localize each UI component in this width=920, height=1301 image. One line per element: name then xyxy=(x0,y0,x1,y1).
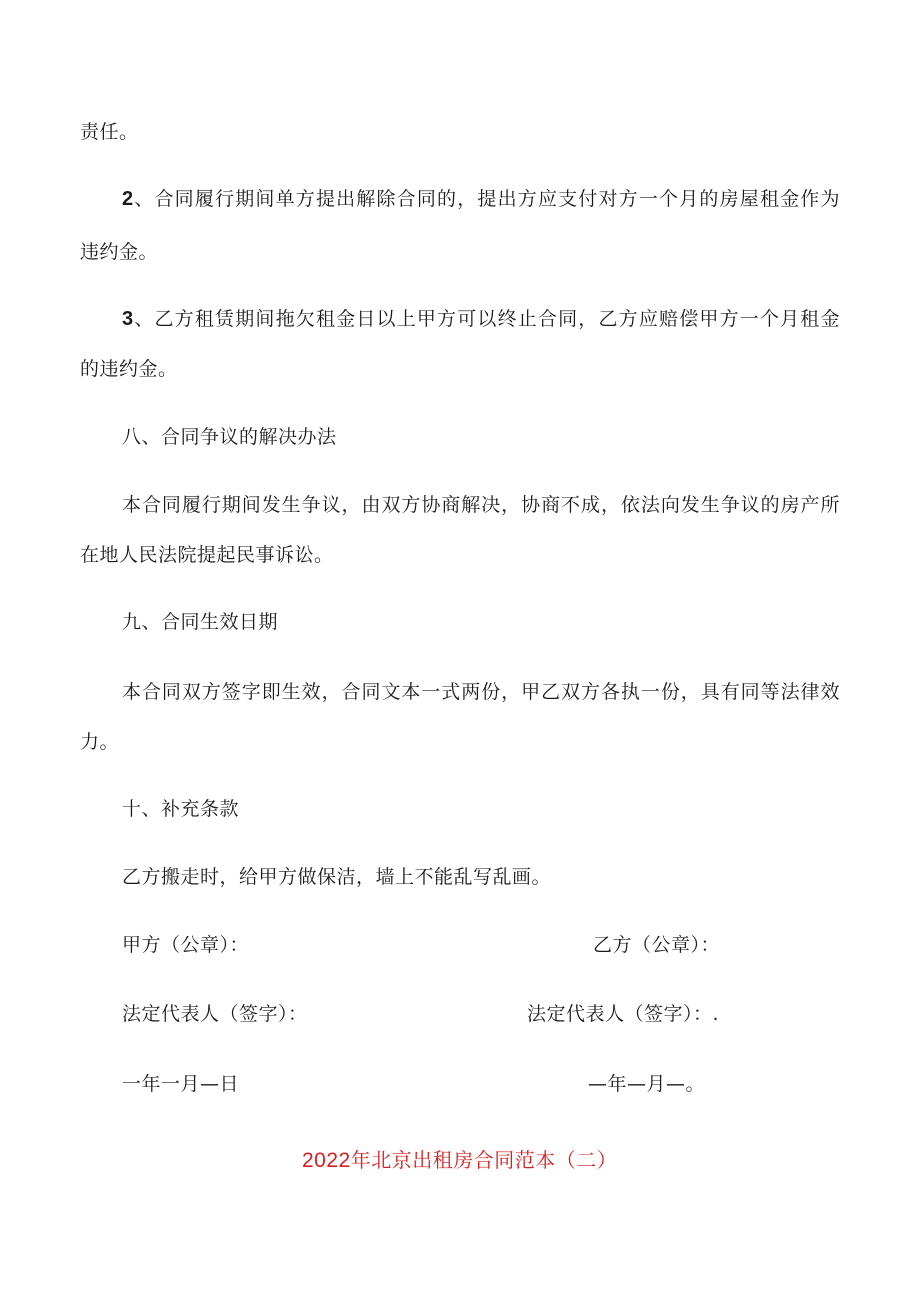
text-line: 的违约金。 xyxy=(80,358,178,380)
clause-2 xyxy=(122,187,840,211)
title-text: 年北京出租房合同范本（二） xyxy=(350,1148,618,1172)
party-a-rep-label: 法定代表人（签字）： xyxy=(122,1003,308,1025)
party-a-date: 一年一月—日 xyxy=(122,1073,240,1095)
section-heading: 十、补充条款 xyxy=(122,798,240,820)
next-section-title xyxy=(302,1148,617,1173)
paragraph-line: 本合同履行期间发生争议，由双方协商解决，协商不成，依法向发生争议的房产所 xyxy=(122,494,840,516)
section-heading: 九、合同生效日期 xyxy=(122,611,279,633)
clause-number: 3 xyxy=(122,308,134,330)
text-line: 责任。 xyxy=(80,121,139,143)
party-b-seal-label: 乙方（公章）： xyxy=(593,934,721,956)
section-heading: 八、合同争议的解决办法 xyxy=(122,426,337,448)
text-line: 违约金。 xyxy=(80,241,159,263)
paragraph-line: 力。 xyxy=(80,731,120,753)
title-year: 2022 xyxy=(302,1149,351,1172)
clause-number: 2 xyxy=(122,188,134,210)
clause-text: 、乙方租赁期间拖欠租金日以上甲方可以终止合同，乙方应赔偿甲方一个月租金 xyxy=(133,308,840,330)
party-b-rep-label: 法定代表人（签字）：. xyxy=(527,1003,720,1025)
paragraph-line: 本合同双方签字即生效，合同文本一式两份，甲乙双方各执一份，具有同等法律效 xyxy=(122,681,840,703)
party-a-seal-label: 甲方（公章）： xyxy=(122,934,250,956)
clause-text: 、合同履行期间单方提出解除合同的，提出方应支付对方一个月的房屋租金作为 xyxy=(133,188,840,210)
clause-3 xyxy=(122,307,840,331)
party-b-date: —年—月—。 xyxy=(588,1073,706,1095)
paragraph-line: 乙方搬走时，给甲方做保洁，墙上不能乱写乱画。 xyxy=(122,866,552,888)
paragraph-line: 在地人民法院提起民事诉讼。 xyxy=(80,544,334,566)
